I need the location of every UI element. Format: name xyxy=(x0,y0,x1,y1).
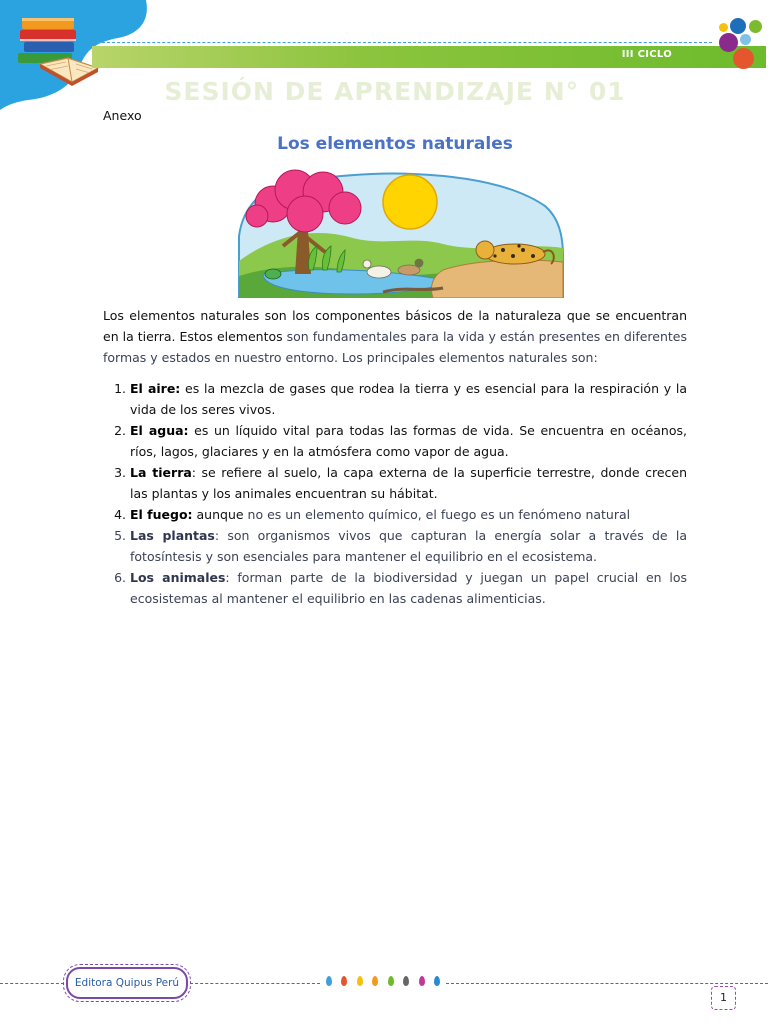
footer-dashed-line xyxy=(446,983,768,984)
element-term: La tierra xyxy=(130,465,192,480)
element-description: : son organismos vivos que capturan la energía solar a través de la fotosíntesis y son esenciales para mantener el equilibrio en el ecosistema. xyxy=(130,528,687,564)
decorative-dot xyxy=(719,33,738,52)
drop-ornament-icon xyxy=(388,976,394,986)
session-title: SESIÓN DE APRENDIZAJE N° 01 xyxy=(164,77,626,106)
publisher-badge: Editora Quipus Perú xyxy=(66,967,188,999)
cycle-label: III CICLO xyxy=(621,49,672,60)
decorative-dot xyxy=(733,48,754,69)
element-term: El aire: xyxy=(130,381,181,396)
intro-text-continued: son fundamentales para la vida y están presentes en diferentes formas y estados en nuestro entorno. Los principales elementos naturales son: xyxy=(103,329,687,365)
footer-dashed-line xyxy=(190,983,320,984)
decorative-dot xyxy=(730,18,746,34)
element-term: Los animales xyxy=(130,570,226,585)
drop-ornament-icon xyxy=(326,976,332,986)
element-term: El agua: xyxy=(130,423,189,438)
element-term: Las plantas xyxy=(130,528,215,543)
element-description: aunque xyxy=(192,507,248,522)
drop-ornament-icon xyxy=(419,976,425,986)
drop-ornament-icon xyxy=(341,976,347,986)
drop-ornament-icon xyxy=(357,976,363,986)
document-content xyxy=(103,305,687,609)
element-description-continued: no es un elemento químico, el fuego es un fenómeno natural xyxy=(247,507,631,522)
drop-ornament-icon xyxy=(434,976,440,986)
element-description: es la mezcla de gases que rodea la tierra y es esencial para la respiración y la vida de los seres vivos. xyxy=(130,381,687,417)
list-item xyxy=(130,504,687,525)
intro-paragraph xyxy=(103,305,687,368)
drop-ornament-icon xyxy=(372,976,378,986)
list-item xyxy=(130,420,687,462)
element-description: es un líquido vital para todas las formas de vida. Se encuentra en océanos, ríos, lagos, glaciares y en la atmósfera como vapor de agua. xyxy=(130,423,687,459)
intro-text: Los elementos naturales son los componentes básicos de la naturaleza que se encuentran en la tierra. Estos elementos xyxy=(103,308,687,344)
element-description: : se refiere al suelo, la capa externa de la superficie terrestre, donde crecen las plantas y los animales encuentran su hábitat. xyxy=(130,465,687,501)
list-item xyxy=(130,462,687,504)
element-description: : forman parte de la biodiversidad y juegan un papel crucial en los ecosistemas al mantener el equilibrio en las cadenas alimenticias. xyxy=(130,570,687,606)
list-item xyxy=(130,378,687,420)
annex-label: Anexo xyxy=(103,108,142,123)
list-item xyxy=(130,525,687,567)
footer-dashed-line xyxy=(0,983,64,984)
drop-ornament-icon xyxy=(403,976,409,986)
elements-list xyxy=(103,378,687,609)
decorative-dot xyxy=(740,34,751,45)
nature-illustration xyxy=(233,166,565,298)
page-number: 1 xyxy=(711,986,736,1010)
header-dashed-line xyxy=(92,42,712,43)
element-term: El fuego: xyxy=(130,507,193,522)
page-title: Los elementos naturales xyxy=(277,134,513,154)
decorative-dot xyxy=(719,23,728,32)
decorative-dot xyxy=(749,20,762,33)
list-item xyxy=(130,567,687,609)
